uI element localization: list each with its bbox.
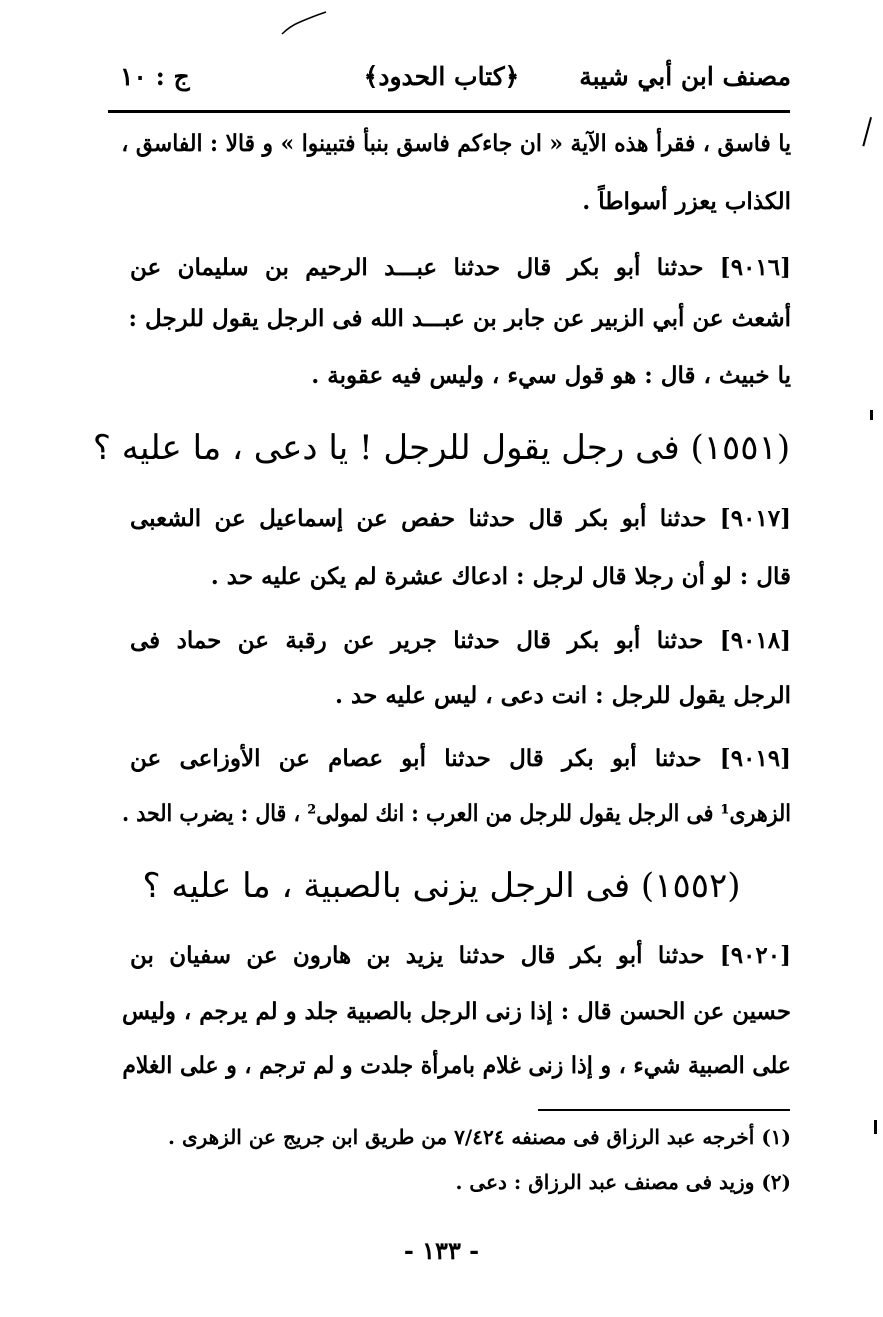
body-line: [٩٠١٩] حدثنا أبو بكر قال حدثنا أبو عصام عن الأوزاعى عن bbox=[130, 745, 791, 772]
body-line: أشعث عن أبي الزبير عن جابر بن عبـــد الله فى الرجل يقول للرجل : bbox=[128, 305, 791, 332]
body-line: يا فاسق ، فقرأ هذه الآية « ان جاءكم فاسق بنبأ فتبينوا » و قالا : الفاسق ، bbox=[121, 130, 791, 157]
pen-stroke-mark bbox=[280, 8, 330, 38]
section-heading: (١٥٥١) فى رجل يقول للرجل ! يا دعى ، ما عليه ؟ bbox=[92, 428, 791, 468]
body-line: [٩٠٢٠] حدثنا أبو بكر قال حدثنا يزيد بن هارون عن سفيان بن bbox=[130, 942, 791, 969]
body-line: [٩٠١٦] حدثنا أبو بكر قال حدثنا عبـــد الرحيم بن سليمان عن bbox=[130, 254, 791, 281]
body-line: على الصبية شيء ، و إذا زنى غلام بامرأة جلدت و لم ترجم ، و على الغلام bbox=[122, 1052, 792, 1079]
page-number: - ١٣٣ - bbox=[403, 1236, 480, 1265]
footnote-2: (٢) وزيد فى مصنف عبد الرزاق : دعى . bbox=[455, 1170, 791, 1194]
body-line: [٩٠١٧] حدثنا أبو بكر قال حدثنا حفص عن إسماعيل عن الشعبى bbox=[130, 505, 791, 532]
margin-mark bbox=[874, 1120, 877, 1134]
header-book-title: مصنف ابن أبي شيبة bbox=[579, 62, 791, 91]
body-line: حسين عن الحسن قال : إذا زنى الرجل بالصبية جلد و لم يرجم ، وليس bbox=[121, 998, 792, 1025]
footnote-rule bbox=[538, 1109, 790, 1111]
body-line: قال : لو أن رجلا قال لرجل : ادعاك عشرة لم يكن عليه حد . bbox=[210, 563, 791, 590]
header-rule bbox=[108, 110, 790, 113]
section-heading: (١٥٥٢) فى الرجل يزنى بالصبية ، ما عليه ؟ bbox=[142, 866, 741, 906]
body-line: [٩٠١٨] حدثنا أبو بكر قال حدثنا جرير عن رقبة عن حماد فى bbox=[130, 627, 791, 654]
footnote-1: (١) أخرجه عبد الرزاق فى مصنفه ٧/٤٢٤ من طريق ابن جريج عن الزهرى . bbox=[168, 1125, 791, 1149]
body-line: يا خبيث ، قال : هو قول سيء ، وليس فيه عقوبة . bbox=[311, 362, 791, 389]
body-line: الكذاب يعزر أسواطاً . bbox=[582, 188, 791, 215]
margin-mark bbox=[870, 410, 873, 420]
header-chapter-title: ﴿كتاب الحدود﴾ bbox=[363, 62, 520, 91]
margin-mark bbox=[862, 117, 881, 149]
body-line: الرجل يقول للرجل : انت دعى ، ليس عليه حد . bbox=[335, 682, 791, 709]
body-line: الزهرى¹ فى الرجل يقول للرجل من العرب : انك لمولى² ، قال : يضرب الحد . bbox=[122, 800, 791, 827]
header-volume: ج : ١٠ bbox=[120, 62, 190, 91]
